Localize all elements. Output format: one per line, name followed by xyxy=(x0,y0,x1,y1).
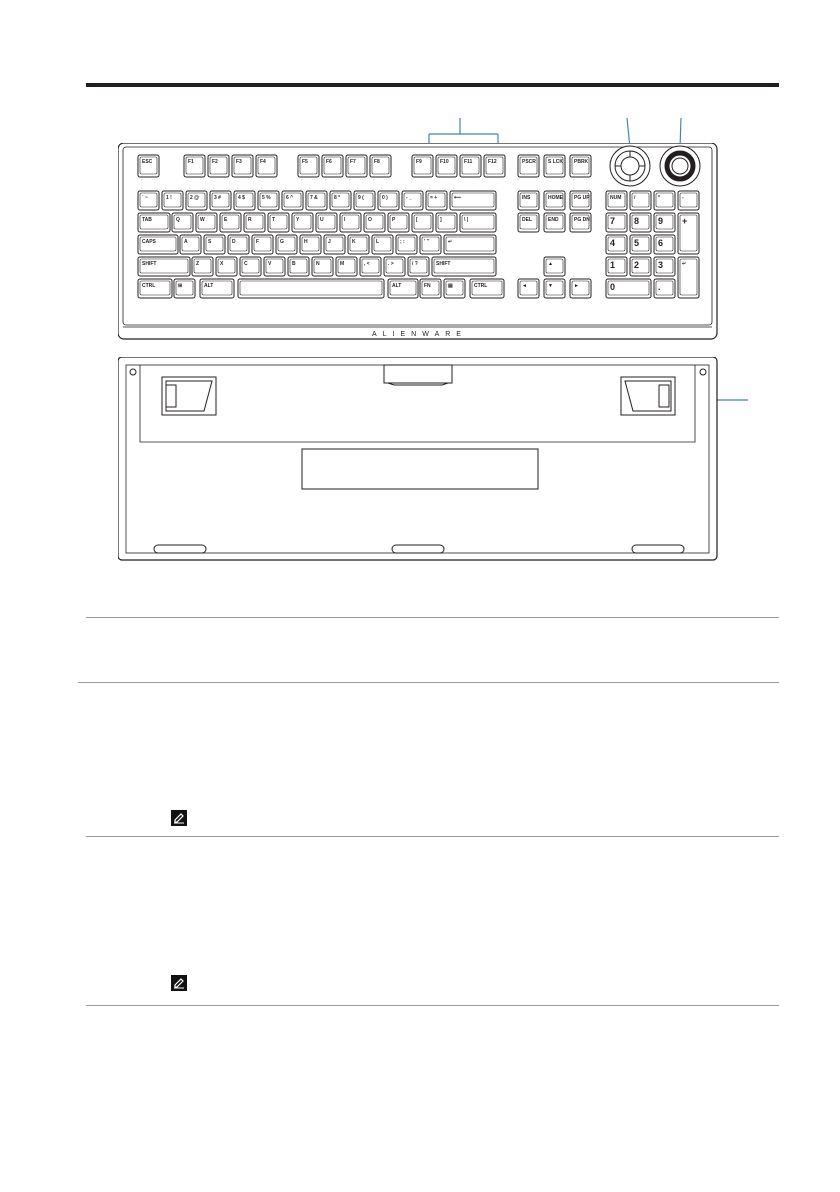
key-num-row[interactable] xyxy=(282,191,303,210)
key-num-row[interactable] xyxy=(570,191,591,210)
key-num-row[interactable] xyxy=(654,191,675,210)
key-a-row[interactable] xyxy=(444,235,496,254)
key-label: PSCR xyxy=(522,159,536,165)
key-f10[interactable] xyxy=(436,155,457,177)
key-z-row[interactable] xyxy=(240,257,261,276)
key-label: 0 xyxy=(610,282,616,292)
key-label: ▼ xyxy=(548,283,553,289)
key-bottom-row[interactable] xyxy=(544,279,565,298)
key-label: 2 @ xyxy=(190,195,200,201)
key-label: Y xyxy=(296,217,300,223)
key-q-row[interactable] xyxy=(518,213,539,232)
key-label: ▤ xyxy=(448,283,453,289)
key-label: - _ xyxy=(406,195,412,201)
key-num-row[interactable] xyxy=(330,191,351,210)
key-a-row[interactable] xyxy=(396,235,417,254)
key-q-row[interactable] xyxy=(388,213,409,232)
key-q-row[interactable] xyxy=(316,213,337,232)
key-num-row[interactable] xyxy=(544,191,565,210)
key-z-row[interactable] xyxy=(138,257,190,276)
key-num-row[interactable] xyxy=(186,191,207,210)
key-label: HOME xyxy=(548,195,563,201)
key-f6[interactable] xyxy=(322,155,343,177)
key-q-row[interactable] xyxy=(268,213,289,232)
key-esc[interactable] xyxy=(138,155,159,177)
key-label: FN xyxy=(424,283,431,289)
key-f3[interactable] xyxy=(232,155,253,177)
table-rule xyxy=(86,836,779,837)
key-s-lck[interactable] xyxy=(544,155,565,177)
key-a-row[interactable] xyxy=(300,235,321,254)
key-a-row[interactable] xyxy=(630,235,651,254)
key-label: F6 xyxy=(326,159,332,165)
key-label: Q xyxy=(176,217,180,223)
key-label: S LCK xyxy=(548,159,563,165)
key-label: INS xyxy=(522,195,531,201)
key-num-row[interactable] xyxy=(258,191,279,210)
key-z-row[interactable] xyxy=(630,257,651,276)
key-label: C xyxy=(244,261,248,267)
key-label: ⟵ xyxy=(454,195,462,201)
key-bottom-row[interactable] xyxy=(654,279,675,298)
key-f8[interactable] xyxy=(370,155,391,177)
key-label: F2 xyxy=(212,159,218,165)
key-label: 1 xyxy=(610,260,616,270)
key-label: F12 xyxy=(488,159,497,165)
key-label: ] xyxy=(440,217,442,223)
key-num-row[interactable] xyxy=(306,191,327,210)
key-label: + xyxy=(682,216,688,226)
key-label: S xyxy=(208,239,212,245)
key-bottom-row[interactable] xyxy=(420,279,441,298)
key-label: ALT xyxy=(204,283,214,289)
key-label: H xyxy=(304,239,308,245)
key-label: F8 xyxy=(374,159,380,165)
key-label: 9 ( xyxy=(358,195,364,201)
key-a-row[interactable] xyxy=(324,235,345,254)
key-label: ` ~ xyxy=(142,195,148,201)
key-bottom-row[interactable] xyxy=(388,279,418,298)
key-label: TAB xyxy=(142,217,152,223)
key-label: B xyxy=(292,261,296,267)
key-label: ◄ xyxy=(522,283,527,289)
key-bottom-row[interactable] xyxy=(200,279,234,298)
key-label: = + xyxy=(430,195,438,201)
key-label: 6 ^ xyxy=(286,195,294,201)
key-label: 5 xyxy=(634,238,640,248)
key-a-row[interactable] xyxy=(252,235,273,254)
key-z-row[interactable] xyxy=(192,257,213,276)
key-label: CAPS xyxy=(142,239,156,245)
key-label: X xyxy=(220,261,224,267)
key-f2[interactable] xyxy=(208,155,229,177)
key-label: 3 # xyxy=(214,195,221,201)
key-label: I xyxy=(344,217,346,223)
key-label: 7 xyxy=(610,216,616,226)
key-label: 9 xyxy=(658,216,664,226)
key-label: E xyxy=(224,217,228,223)
key-f7[interactable] xyxy=(346,155,367,177)
key-label: . xyxy=(658,282,661,292)
key-z-row[interactable] xyxy=(216,257,237,276)
note-pencil-icon xyxy=(171,810,187,826)
key-label: 4 xyxy=(610,238,616,248)
key-z-row[interactable] xyxy=(312,257,333,276)
key-bottom-row[interactable] xyxy=(138,279,172,298)
key-label: CTRL xyxy=(142,283,156,289)
key-q-row[interactable] xyxy=(606,213,627,232)
key-label: 0 ) xyxy=(382,195,388,201)
key-q-row[interactable] xyxy=(412,213,433,232)
key-a-row[interactable] xyxy=(606,235,627,254)
key-label: F7 xyxy=(350,159,356,165)
key-label: D xyxy=(232,239,236,245)
key-label: ' " xyxy=(424,239,429,245)
key-label: 5 % xyxy=(262,195,271,201)
key-label: F xyxy=(256,239,260,245)
key-label: \ | xyxy=(464,217,469,223)
key-pbrk[interactable] xyxy=(570,155,591,177)
key-label: 2 xyxy=(634,260,640,270)
key-z-row[interactable] xyxy=(606,257,627,276)
key-f4[interactable] xyxy=(256,155,277,177)
key-label: . > xyxy=(388,261,394,267)
key-q-row[interactable] xyxy=(340,213,361,232)
left-foot xyxy=(162,377,216,415)
key-num-row[interactable] xyxy=(354,191,375,210)
key-label: / xyxy=(634,195,636,201)
key-label: T xyxy=(272,217,276,223)
table-rule xyxy=(86,617,779,618)
key-z-row[interactable] xyxy=(336,257,357,276)
key-label: PG UP xyxy=(574,195,590,201)
key-q-row[interactable] xyxy=(544,213,565,232)
key-z-row[interactable] xyxy=(432,257,496,276)
key-z-row[interactable] xyxy=(408,257,429,276)
key-a-row[interactable] xyxy=(180,235,201,254)
key-z-row[interactable] xyxy=(544,257,565,276)
key-label: ESC xyxy=(142,159,153,165)
key-q-row[interactable] xyxy=(654,213,675,232)
key-q-row[interactable] xyxy=(436,213,457,232)
key-label: K xyxy=(352,239,356,245)
key-label: * xyxy=(658,195,660,201)
key-label: G xyxy=(280,239,284,245)
key-num-row[interactable] xyxy=(378,191,399,210)
key-label: A xyxy=(184,239,188,245)
key-f5[interactable] xyxy=(298,155,319,177)
key-num-row[interactable] xyxy=(162,191,183,210)
key-label: U xyxy=(320,217,324,223)
key-label: END xyxy=(548,217,559,223)
key-label: M xyxy=(340,261,345,267)
key-q-row[interactable] xyxy=(138,213,170,232)
key-z-row[interactable] xyxy=(288,257,309,276)
key-f9[interactable] xyxy=(412,155,433,177)
key-bottom-row[interactable] xyxy=(606,279,651,298)
key-label: P xyxy=(392,217,396,223)
key-label: F5 xyxy=(302,159,308,165)
key-z-row[interactable] xyxy=(678,257,699,298)
key-a-row[interactable] xyxy=(228,235,249,254)
key-label: NUM xyxy=(610,195,622,201)
key-a-row[interactable] xyxy=(372,235,393,254)
key-label: F3 xyxy=(236,159,242,165)
key-num-row[interactable] xyxy=(138,191,159,210)
key-label: 1 ! xyxy=(166,195,172,201)
brand-label: ALIENWARE xyxy=(372,331,467,338)
key-num-row[interactable] xyxy=(402,191,423,210)
table-rule xyxy=(78,682,779,683)
key-a-row[interactable] xyxy=(348,235,369,254)
key-label: DEL xyxy=(522,217,532,223)
key-label: 4 $ xyxy=(238,195,245,201)
key-bottom-row[interactable] xyxy=(174,279,195,298)
key-z-row[interactable] xyxy=(264,257,285,276)
key-label: 8 xyxy=(634,216,640,226)
key-z-row[interactable] xyxy=(654,257,675,276)
key-q-row[interactable] xyxy=(172,213,193,232)
key-label: ► xyxy=(574,283,579,289)
key-bottom-row[interactable] xyxy=(518,279,539,298)
key-label: F4 xyxy=(260,159,266,165)
note-pencil-icon xyxy=(171,975,187,991)
key-q-row[interactable] xyxy=(630,213,651,232)
key-q-row[interactable] xyxy=(196,213,217,232)
key-label: ▲ xyxy=(548,261,553,267)
key-label: 6 xyxy=(658,238,664,248)
key-q-row[interactable] xyxy=(460,213,496,232)
key-a-row[interactable] xyxy=(138,235,178,254)
key-label: CTRL xyxy=(474,283,488,289)
key-q-row[interactable] xyxy=(570,213,591,232)
key-label: N xyxy=(316,261,320,267)
key-z-row[interactable] xyxy=(360,257,381,276)
key-a-row[interactable] xyxy=(276,235,297,254)
key-pscr[interactable] xyxy=(518,155,539,177)
key-label: F10 xyxy=(440,159,449,165)
key-num-row[interactable] xyxy=(630,191,651,210)
key-f12[interactable] xyxy=(484,155,505,177)
key-label: O xyxy=(368,217,372,223)
key-num-row[interactable] xyxy=(450,191,496,210)
keyboard-top-view xyxy=(118,143,718,343)
key-label: ⊞ xyxy=(178,283,183,289)
key-label: F11 xyxy=(464,159,473,165)
key-label: F1 xyxy=(188,159,194,165)
key-q-row[interactable] xyxy=(364,213,385,232)
key-a-row[interactable] xyxy=(654,235,675,254)
key-label: SHIFT xyxy=(436,261,451,267)
key-q-row[interactable] xyxy=(220,213,241,232)
key-bottom-row[interactable] xyxy=(470,279,504,298)
key-label: L xyxy=(376,239,380,245)
key-f11[interactable] xyxy=(460,155,481,177)
key-label: 8 * xyxy=(334,195,341,201)
spacebar[interactable] xyxy=(238,279,384,298)
key-num-row[interactable] xyxy=(234,191,255,210)
key-label: / ? xyxy=(412,261,418,267)
key-a-row[interactable] xyxy=(420,235,441,254)
key-q-row[interactable] xyxy=(244,213,265,232)
table-rule xyxy=(86,1005,779,1006)
key-a-row[interactable] xyxy=(204,235,225,254)
key-label: Z xyxy=(196,261,200,267)
keyboard-bottom-view xyxy=(118,357,718,562)
key-label: PBRK xyxy=(574,159,589,165)
key-label: , < xyxy=(364,261,370,267)
key-q-row[interactable] xyxy=(292,213,313,232)
key-num-row[interactable] xyxy=(210,191,231,210)
key-label: F9 xyxy=(416,159,422,165)
key-num-row[interactable] xyxy=(518,191,539,210)
key-label: 7 & xyxy=(310,195,318,201)
left-dial[interactable] xyxy=(610,146,650,186)
key-label: SHIFT xyxy=(142,261,157,267)
key-label: W xyxy=(200,217,205,223)
key-num-row[interactable] xyxy=(426,191,447,210)
key-bottom-row[interactable] xyxy=(444,279,465,298)
key-label: ALT xyxy=(392,283,402,289)
key-bottom-row[interactable] xyxy=(570,279,591,298)
key-label: PG DN xyxy=(574,217,590,223)
key-label: - xyxy=(682,195,684,201)
right-foot xyxy=(621,377,675,415)
key-label: ; : xyxy=(400,239,405,245)
key-label: [ xyxy=(416,217,418,223)
key-q-row[interactable] xyxy=(678,213,699,254)
key-label: 3 xyxy=(658,260,664,270)
key-label: R xyxy=(248,217,252,223)
right-dial[interactable] xyxy=(660,146,700,186)
key-label: V xyxy=(268,261,272,267)
key-num-row[interactable] xyxy=(678,191,699,210)
key-f1[interactable] xyxy=(184,155,205,177)
key-z-row[interactable] xyxy=(384,257,405,276)
key-num-row[interactable] xyxy=(606,191,627,210)
key-label: J xyxy=(328,239,331,245)
key-label: ↵ xyxy=(682,261,687,267)
key-label: ↵ xyxy=(448,239,453,245)
